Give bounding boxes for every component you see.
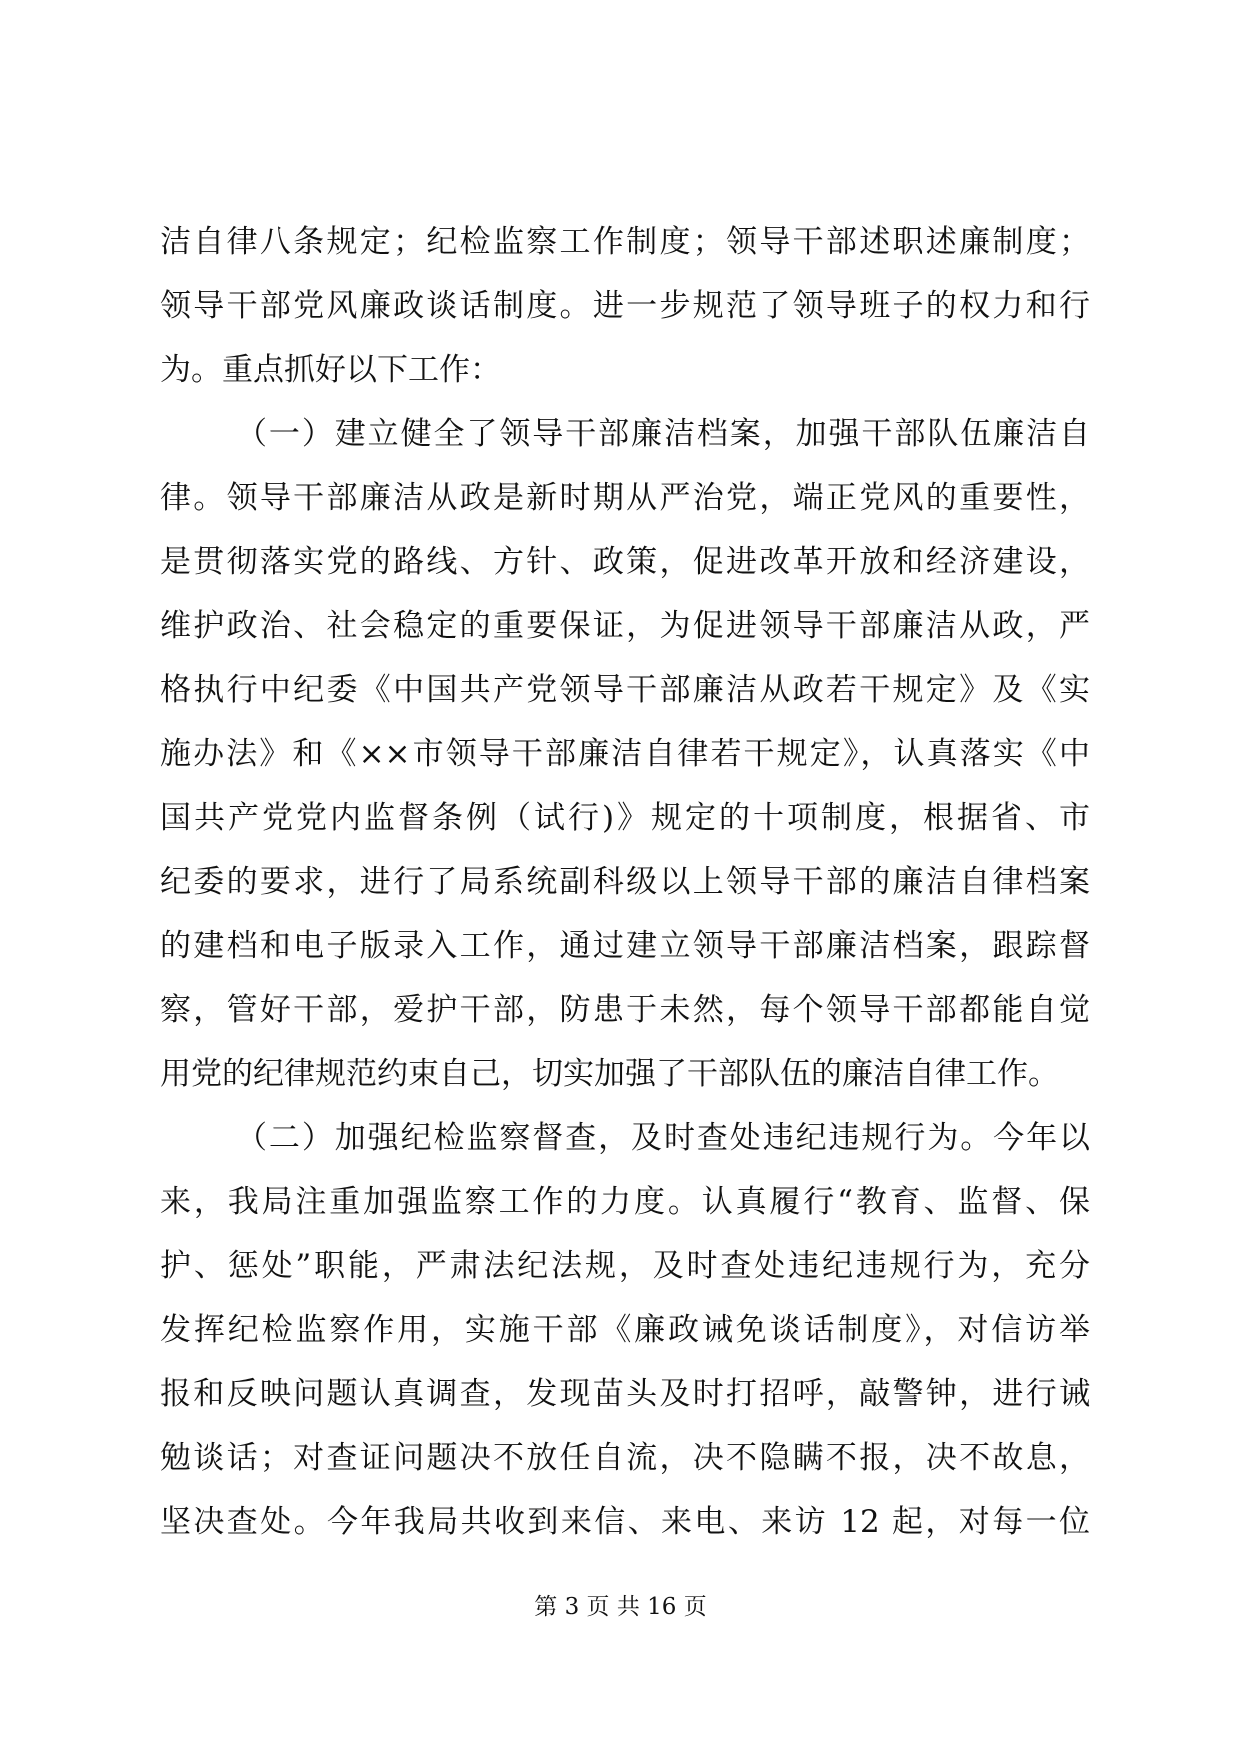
text-line: 来，我局注重加强监察工作的力度。认真履行“教育、监督、保 (160, 1184, 1090, 1220)
paragraph-heading-line: （一）建立健全了领导干部廉洁档案，加强干部队伍廉洁自 (236, 416, 1090, 452)
text-line: 为。重点抓好以下工作： (160, 352, 501, 388)
text-line: 格执行中纪委《中国共产党领导干部廉洁从政若干规定》及《实 (160, 672, 1090, 708)
text-line: 发挥纪检监察作用，实施干部《廉政诫免谈话制度》，对信访举 (160, 1312, 1090, 1348)
text-line: 勉谈话；对查证问题决不放任自流，决不隐瞒不报，决不故息， (160, 1440, 1090, 1476)
text-line: 律。领导干部廉洁从政是新时期从严治党，端正党风的重要性， (160, 480, 1090, 516)
text-line: 用党的纪律规范约束自己，切实加强了干部队伍的廉洁自律工作。 (160, 1056, 1059, 1092)
text-line: 报和反映问题认真调查，发现苗头及时打招呼，敲警钟，进行诫 (160, 1376, 1090, 1412)
body-text (160, 210, 1090, 1554)
text-line: 国共产党党内监督条例（试行)》规定的十项制度，根据省、市 (160, 800, 1090, 836)
text-line: 施办法》和《××市领导干部廉洁自律若干规定》，认真落实《中 (160, 736, 1090, 772)
text-line: 洁自律八条规定；纪检监察工作制度；领导干部述职述廉制度； (160, 224, 1090, 260)
text-line: 的建档和电子版录入工作，通过建立领导干部廉洁档案，跟踪督 (160, 928, 1090, 964)
text-line: 领导干部党风廉政谈话制度。进一步规范了领导班子的权力和行 (160, 288, 1090, 324)
text-line: 是贯彻落实党的路线、方针、政策，促进改革开放和经济建设， (160, 544, 1090, 580)
text-line: 坚决查处。今年我局共收到来信、来电、来访 12 起，对每一位 (160, 1504, 1090, 1540)
text-line: 维护政治、社会稳定的重要保证，为促进领导干部廉洁从政，严 (160, 608, 1090, 644)
text-line: 护、惩处”职能，严肃法纪法规，及时查处违纪违规行为，充分 (160, 1248, 1090, 1284)
page-number-footer: 第 3 页 共 16 页 (534, 1594, 707, 1620)
text-line: 察，管好干部，爱护干部，防患于未然，每个领导干部都能自觉 (160, 992, 1090, 1028)
text-line: 纪委的要求，进行了局系统副科级以上领导干部的廉洁自律档案 (160, 864, 1090, 900)
paragraph-heading-line: （二）加强纪检监察督查，及时查处违纪违规行为。今年以 (236, 1120, 1090, 1156)
